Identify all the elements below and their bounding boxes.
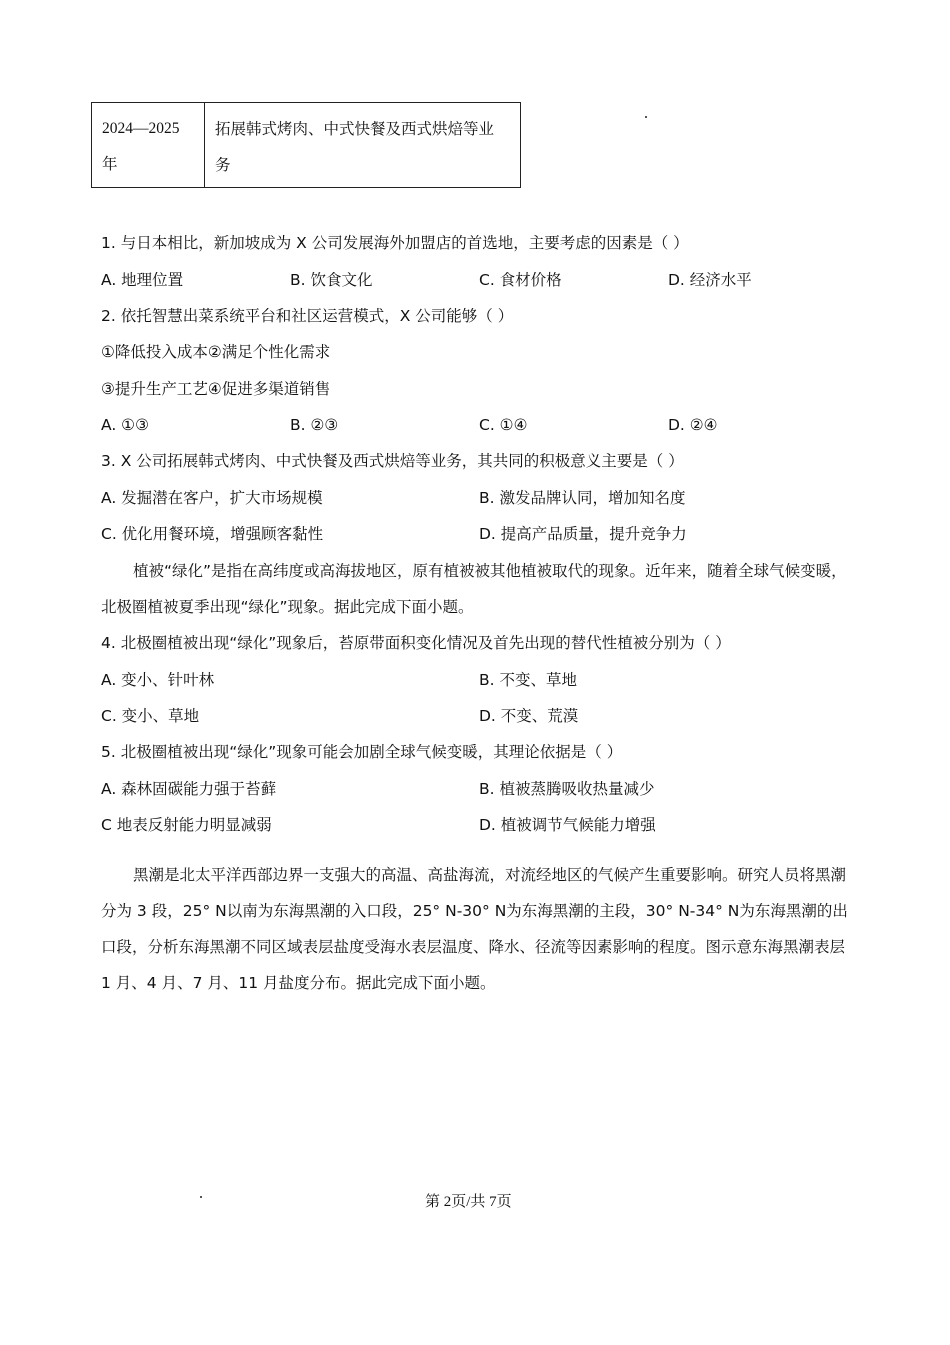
q5-option-b: B. 植被蒸腾吸收热量减少 — [479, 780, 655, 798]
q4-option-b: B. 不变、草地 — [479, 671, 577, 689]
passage-kuroshio: 黑潮是北太平洋西部边界一支强大的高温、高盐海流，对流经地区的气候产生重要影响。研究人员将黑潮分为 3 段，25° N以南为东海黑潮的入口段，25° N-30° N为东海黑潮的主段，30° N-34° N为东海黑潮的出口段，分析东海黑潮不同区域表层盐度受海水表层温度、降水、径流等因素影响的程度。图示意东海黑潮表层 1 月、4 月、7 月、11 月盐度分布。据此完成下面小题。 — [101, 866, 848, 992]
q2-statement-2: ③提升生产工艺④促进多渠道销售 — [101, 380, 331, 398]
q4-option-d: D. 不变、荒漠 — [479, 707, 579, 725]
question-4-stem: 4. 北极圈植被出现“绿化”现象后，苔原带面积变化情况及首先出现的替代性植被分别为（ ） — [101, 634, 731, 652]
q2-option-d: D. ②④ — [668, 416, 718, 434]
table-row — [92, 103, 521, 188]
q2-option-b: B. ②③ — [290, 416, 339, 434]
page-number: 第 2页/共 7页 — [425, 1194, 512, 1210]
business-cell — [205, 103, 521, 188]
business-line-2: 务 — [215, 156, 231, 174]
q3-option-c: C. 优化用餐环境，增强顾客黏性 — [101, 525, 324, 543]
question-3-stem: 3. X 公司拓展韩式烤肉、中式快餐及西式烘焙等业务，其共同的积极意义主要是（ ） — [101, 452, 684, 470]
year-cell — [92, 103, 205, 188]
q1-option-b: B. 饮食文化 — [290, 271, 373, 289]
question-1-stem: 1. 与日本相比，新加坡成为 X 公司发展海外加盟店的首选地，主要考虑的因素是（ ） — [101, 234, 689, 252]
q5-option-a: A. 森林固碳能力强于苔藓 — [101, 780, 277, 798]
q1-option-a: A. 地理位置 — [101, 271, 184, 289]
q3-option-b: B. 激发品牌认同，增加知名度 — [479, 489, 686, 507]
year-line-2: 年 — [102, 156, 118, 173]
q3-option-a: A. 发掘潜在客户，扩大市场规模 — [101, 489, 323, 507]
q2-statement-1: ①降低投入成本②满足个性化需求 — [101, 343, 331, 361]
scan-dot — [645, 116, 647, 118]
q1-option-d: D. 经济水平 — [668, 271, 752, 289]
question-5-stem: 5. 北极圈植被出现“绿化”现象可能会加剧全球气候变暖，其理论依据是（ ） — [101, 743, 623, 761]
q4-option-c: C. 变小、草地 — [101, 707, 200, 725]
year-line-1: 2024—2025 — [102, 120, 180, 137]
business-timeline-table — [91, 102, 521, 188]
passage-greening: 植被“绿化”是指在高纬度或高海拔地区，原有植被被其他植被取代的现象。近年来，随着全球气候变暖，北极圈植被夏季出现“绿化”现象。据此完成下面小题。 — [101, 562, 847, 616]
business-line-1: 拓展韩式烤肉、中式快餐及西式烘焙等业 — [215, 120, 495, 138]
question-2-stem: 2. 依托智慧出菜系统平台和社区运营模式，X 公司能够（ ） — [101, 307, 514, 325]
q3-option-d: D. 提高产品质量，提升竞争力 — [479, 525, 687, 543]
q1-option-c: C. 食材价格 — [479, 271, 562, 289]
q5-option-c: C 地表反射能力明显减弱 — [101, 816, 272, 834]
q2-option-c: C. ①④ — [479, 416, 528, 434]
scan-dot — [200, 1196, 202, 1198]
q4-option-a: A. 变小、针叶林 — [101, 671, 215, 689]
q5-option-d: D. 植被调节气候能力增强 — [479, 816, 656, 834]
q2-option-a: A. ①③ — [101, 416, 149, 434]
